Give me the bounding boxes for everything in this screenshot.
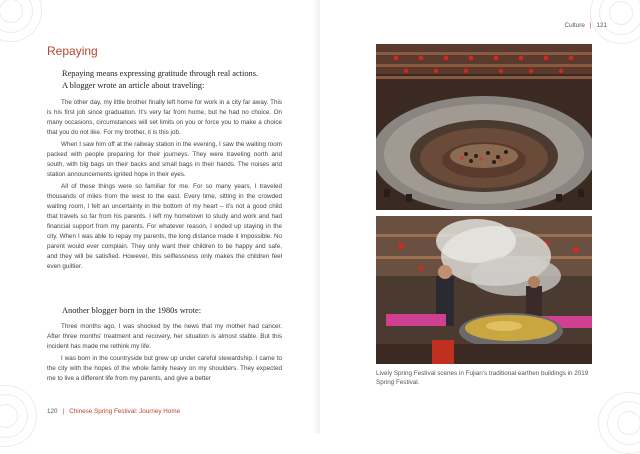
page-header: Culture | 121 bbox=[564, 22, 607, 29]
body-text-1 bbox=[47, 98, 282, 274]
left-page bbox=[0, 0, 320, 433]
corner-ornament bbox=[598, 392, 640, 454]
photo-caption: Lively Spring Festival scenes in Fujian's traditional earthen buildings in 2019 Spring Festival. bbox=[376, 370, 589, 386]
corner-ornament bbox=[0, 385, 37, 447]
page-number: 121 bbox=[596, 22, 607, 29]
cooking-illustration bbox=[376, 216, 592, 364]
paragraph: When I saw him off at the railway station in the evening, I saw the waiting room packed with people preparing for their journeys. They were traveling north and south, with big bags on their backs and small bags in their hands. The noises and station announcements ignited hope in their eyes. bbox=[47, 141, 282, 178]
paragraph: I was born in the countryside but grew up under careful stewardship. I came to the city with the hopes of the whole family heavy on my shoulders. They expected me to live a different life from my parents, and give a better bbox=[47, 355, 282, 382]
lead-text: Repaying means expressing gratitude through real actions. A blogger wrote an article about traveling: bbox=[62, 69, 259, 90]
corner-ornament bbox=[0, 0, 42, 42]
subhead: Another blogger born in the 1980s wrote: bbox=[62, 306, 202, 315]
paragraph: Three months ago, I was shocked by the news that my mother had cancer. After three months' treatment and recovery, her situation is almost stable. But this incident has made me rethink my life. bbox=[47, 323, 282, 350]
page-number: 120 bbox=[47, 408, 58, 415]
footer-title: Chinese Spring Festival: Journey Home bbox=[69, 408, 181, 415]
paragraph: The other day, my little brother finally left home for work in a city far away. This is his first job since graduation. It's very far from home, but he had no choice. On many occasions, circumstances will set limits on you or force you to make a choice that you do not like. For my brother, it is this job. bbox=[47, 99, 282, 136]
photo-festival-cooking bbox=[376, 216, 592, 364]
body-text-2 bbox=[47, 322, 282, 386]
paragraph: All of these things were so familiar for me. For so many years, I traveled thousands of miles from the west to the east. Every time, sitting in the crowded waiting room, I felt an uncertainty in the bottom of my heart – it's not a good child that travels so far from his parents. I left my hometown to study and work and had financial support from my parents. For whatever reason, I ended up staying in the city. When I was able to repay my parents, the long distance made it impossible. No parent would ever complain. They only want their children to be happy and safe, and they will be satisfied. However, this selflessness only makes the children feel even guiltier. bbox=[47, 183, 282, 270]
section-title: Repaying bbox=[47, 44, 98, 58]
photo-tulou-interior bbox=[376, 44, 592, 210]
tulou-illustration bbox=[376, 44, 592, 210]
header-section: Culture bbox=[564, 22, 585, 29]
page-footer: 120 | Chinese Spring Festival: Journey Home bbox=[47, 408, 181, 415]
